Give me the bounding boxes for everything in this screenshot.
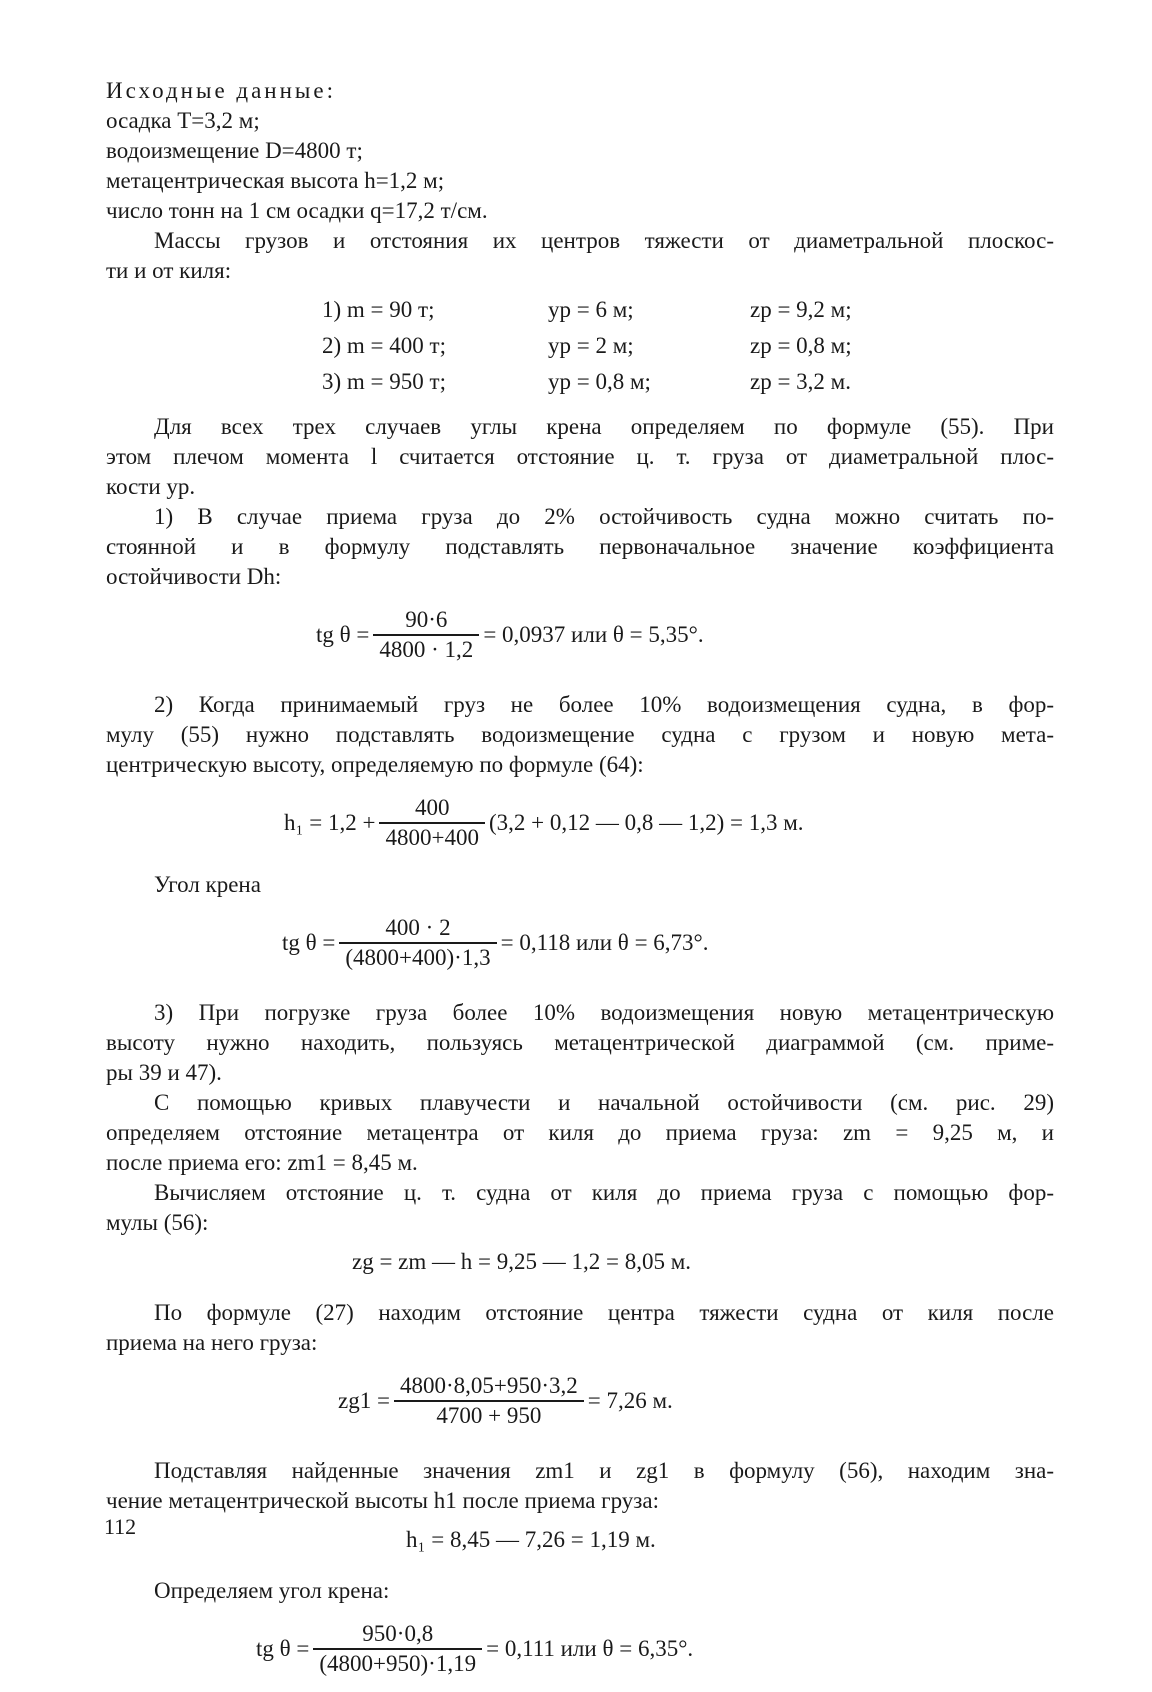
masses-line: Массы грузов и отстояния их центров тяжести от диаметральной плоскос- (154, 228, 1054, 253)
denominator: (4800+950)·1,19 (319, 1650, 477, 1676)
load-z: zp = 0,8 м; (750, 333, 852, 358)
eq-rhs: = 0,0937 или θ = 5,35°. (483, 622, 704, 647)
numerator: 950·0,8 (362, 1621, 434, 1647)
eq-rhs: = 0,111 или θ = 6,35°. (486, 1636, 694, 1661)
eq-text: h₁ = 8,45 — 7,26 = 1,19 м. (406, 1527, 656, 1552)
denominator: 4800 · 1,2 (379, 636, 474, 662)
paragraph-line: центрическую высоту, определяемую по формуле (64): (106, 752, 644, 777)
eq-lhs: tg θ = (316, 622, 370, 647)
numerator: 90·6 (405, 607, 448, 633)
load-mass: 1) m = 90 т; (322, 297, 435, 322)
eq-lhs: tg θ = (256, 1636, 310, 1661)
paragraph-line: стоянной и в формулу подставлять первоначальное значение коэффициента (106, 534, 1054, 559)
load-z: zp = 3,2 м. (750, 369, 851, 394)
page-number: 112 (104, 1514, 137, 1539)
eq-lhs: zg1 = (338, 1388, 390, 1413)
paragraph-line: Определяем угол крена: (154, 1578, 390, 1603)
load-row (106, 328, 1054, 364)
eq-rhs: (3,2 + 0,12 — 0,8 — 1,2) = 1,3 м. (488, 810, 804, 835)
fraction (379, 794, 484, 852)
paragraph-line: высоту нужно находить, пользуясь метацентрической диаграммой (см. приме- (106, 1030, 1054, 1055)
paragraph-line: По формуле (27) находим отстояние центра тяжести судна от киля после (154, 1300, 1054, 1325)
paragraph-line: мулу (55) нужно подставлять водоизмещение судна с грузом и новую мета- (106, 722, 1054, 747)
load-mass: 2) m = 400 т; (322, 333, 446, 358)
paragraph-line: определяем отстояние метацентра от киля до приема груза: zm = 9,25 м, и (106, 1120, 1054, 1145)
heel-label: Угол крена (154, 872, 261, 897)
numerator: 400 (414, 795, 450, 821)
load-y: yp = 6 м; (548, 297, 634, 322)
denominator: (4800+400)·1,3 (345, 944, 491, 970)
equation-2 (106, 780, 1054, 866)
load-y: yp = 0,8 м; (548, 369, 651, 394)
intro-line: число тонн на 1 см осадки q=17,2 т/см. (106, 198, 488, 223)
paragraph-line: Для всех трех случаев углы крена определяем по формуле (55). При (154, 414, 1054, 439)
paragraph-line: после приема его: zm1 = 8,45 м. (106, 1150, 418, 1175)
paragraph-line: приема на него груза: (106, 1330, 318, 1355)
masses-line: ти и от киля: (106, 258, 232, 283)
paragraph-line: остойчивости Dh: (106, 564, 282, 589)
intro-line: водоизмещение D=4800 т; (106, 138, 363, 163)
intro-line: осадка T=3,2 м; (106, 108, 260, 133)
eq-lhs: h₁ = 1,2 + (284, 810, 376, 835)
equation-6 (106, 1516, 1054, 1564)
paragraph-line: С помощью кривых плавучести и начальной остойчивости (см. рис. 29) (154, 1090, 1054, 1115)
eq-lhs: tg θ = (282, 930, 336, 955)
load-mass: 3) m = 950 т; (322, 369, 446, 394)
loads-table (106, 292, 1054, 400)
equation-5 (106, 1358, 1054, 1444)
fraction (394, 1372, 584, 1430)
load-y: yp = 2 м; (548, 333, 634, 358)
fraction (339, 914, 496, 972)
fraction (313, 1620, 482, 1678)
eq-rhs: = 7,26 м. (587, 1388, 673, 1413)
equation-3 (106, 900, 1054, 986)
paragraph-line: этом плечом момента l считается отстояние ц. т. груза от диаметральной плос- (106, 444, 1054, 469)
eq-rhs: = 0,118 или θ = 6,73°. (500, 930, 709, 955)
equation-1 (106, 592, 1054, 678)
paragraph-line: 1) В случае приема груза до 2% остойчивость судна можно считать по- (154, 504, 1054, 529)
denominator: 4700 + 950 (436, 1402, 542, 1428)
fraction (373, 606, 479, 664)
paragraph-line: Подставляя найденные значения zm1 и zg1 в формулу (56), находим зна- (154, 1458, 1054, 1483)
paragraph-line: Вычисляем отстояние ц. т. судна от киля до приема груза с помощью фор- (154, 1180, 1054, 1205)
equation-4 (106, 1238, 1054, 1286)
intro-heading: Исходные данные: (106, 78, 336, 103)
numerator: 400 · 2 (385, 915, 451, 941)
eq-text: zg = zm — h = 9,25 — 1,2 = 8,05 м. (352, 1249, 692, 1274)
paragraph-line: чение метацентрической высоты h1 после приема груза: (106, 1488, 659, 1513)
load-row (106, 292, 1054, 328)
paragraph-line: 2) Когда принимаемый груз не более 10% водоизмещения судна, в фор- (154, 692, 1054, 717)
paragraph-line: кости yp. (106, 474, 196, 499)
paragraph-line: мулы (56): (106, 1210, 209, 1235)
paragraph-line: 3) При погрузке груза более 10% водоизмещения новую метацентрическую (154, 1000, 1054, 1025)
load-z: zp = 9,2 м; (750, 297, 852, 322)
page-content (106, 76, 1054, 1692)
paragraph-line: ры 39 и 47). (106, 1060, 222, 1085)
denominator: 4800+400 (385, 824, 479, 850)
equation-7 (106, 1606, 1054, 1692)
numerator: 4800·8,05+950·3,2 (399, 1373, 578, 1399)
intro-line: метацентрическая высота h=1,2 м; (106, 168, 445, 193)
load-row (106, 364, 1054, 400)
